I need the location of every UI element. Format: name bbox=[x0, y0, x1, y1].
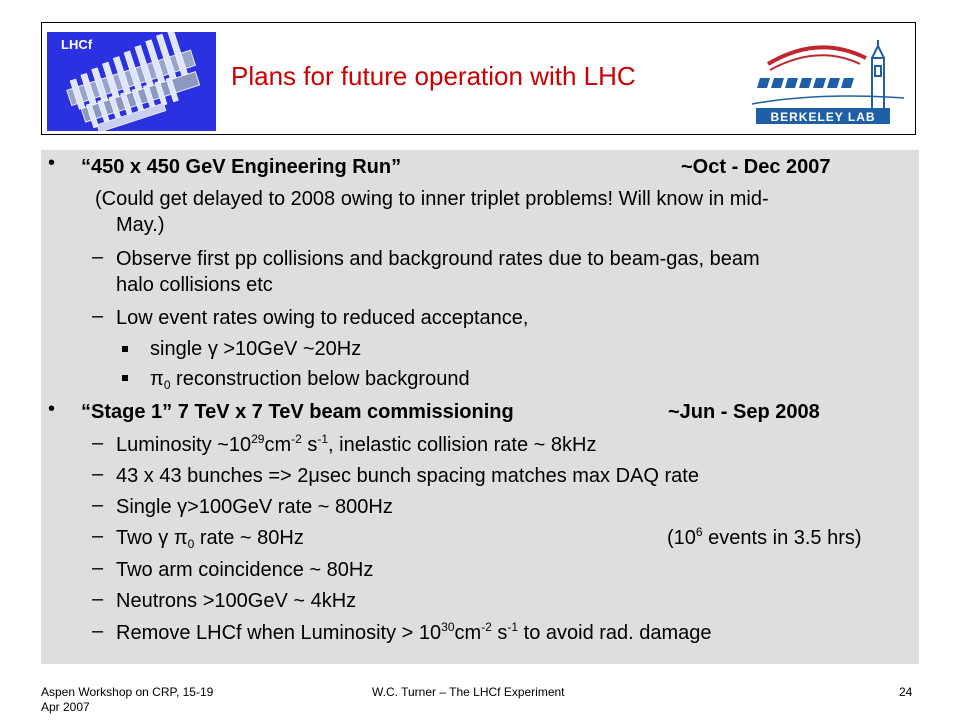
footer-left-line1: Aspen Workshop on CRP, 15-19 bbox=[41, 685, 214, 699]
b1-item-2: Low event rates owing to reduced acceptance, bbox=[116, 307, 529, 329]
bullet-2-date: ~Jun - Sep 2008 bbox=[668, 401, 820, 423]
b2-item-5: Two arm coincidence ~ 80Hz bbox=[116, 559, 374, 581]
b2-item-4: Two γ $\pi_0$ rate ~ 80Hz bbox=[116, 527, 304, 551]
b2-item-3: Single γ>100GeV rate ~ 800Hz bbox=[116, 496, 393, 518]
dash-2-2: – bbox=[92, 463, 104, 485]
footer-center: W.C. Turner – The LHCf Experiment bbox=[372, 685, 565, 699]
lhcf-detector-graphic bbox=[47, 32, 216, 131]
lhcf-logo bbox=[47, 32, 216, 131]
dash-2-4: – bbox=[92, 525, 104, 547]
b1-item-1-line1: Observe first pp collisions and background rates due to beam-gas, beam bbox=[116, 248, 760, 270]
square-bullet-1 bbox=[122, 346, 128, 352]
dash-1-2: – bbox=[92, 305, 104, 327]
b1-sub-item-2: $\pi_0$ reconstruction below background bbox=[150, 368, 470, 392]
dash-2-6: – bbox=[92, 588, 104, 610]
footer-left-line2: Apr 2007 bbox=[41, 700, 90, 714]
b1-item-1-line2: halo collisions etc bbox=[116, 274, 273, 296]
b2-item-4-right: ($10^6$ events in 3.5 hrs) bbox=[667, 525, 862, 549]
dash-2-3: – bbox=[92, 494, 104, 516]
b1-sub-item-1: single γ >10GeV ~20Hz bbox=[150, 338, 362, 360]
b2-item-1: Luminosity $\sim 10^{29}cm^{-2}$ $s^{-1}$, inelastic collision rate ~ 8kHz bbox=[116, 432, 597, 456]
bullet-1-note-line1: (Could get delayed to 2008 owing to inner triplet problems! Will know in mid- bbox=[95, 188, 769, 210]
dash-2-7: – bbox=[92, 620, 104, 642]
bullet-dot-1: • bbox=[48, 152, 56, 174]
bullet-1-note-line2: May.) bbox=[116, 214, 165, 236]
dash-2-1: – bbox=[92, 432, 104, 454]
square-bullet-2 bbox=[122, 375, 128, 381]
page-number: 24 bbox=[899, 685, 913, 699]
b2-item-7: Remove LHCf when Luminosity > $10^{30}cm^{-2}$ $s^{-1}$ to avoid rad. damage bbox=[116, 620, 712, 644]
bullet-1-title: “450 x 450 GeV Engineering Run” bbox=[81, 156, 402, 178]
bullet-2-title: “Stage 1” 7 TeV x 7 TeV beam commissioning bbox=[81, 401, 514, 423]
dash-2-5: – bbox=[92, 557, 104, 579]
b2-item-2: 43 x 43 bunches => 2μsec bunch spacing matches max DAQ rate bbox=[116, 465, 699, 487]
lhcf-logo-text: LHCf bbox=[61, 37, 93, 52]
bullet-1-date: ~Oct - Dec 2007 bbox=[681, 156, 831, 178]
footer-left bbox=[41, 685, 213, 715]
bullet-dot-2: • bbox=[48, 398, 56, 420]
b2-item-6: Neutrons >100GeV ~ 4kHz bbox=[116, 590, 357, 612]
berkeley-lab-logo-text: BERKELEY LAB bbox=[770, 110, 876, 124]
slide-title: Plans for future operation with LHC bbox=[231, 61, 636, 91]
berkeley-lab-logo bbox=[748, 36, 908, 128]
dash-1-1: – bbox=[92, 246, 104, 268]
